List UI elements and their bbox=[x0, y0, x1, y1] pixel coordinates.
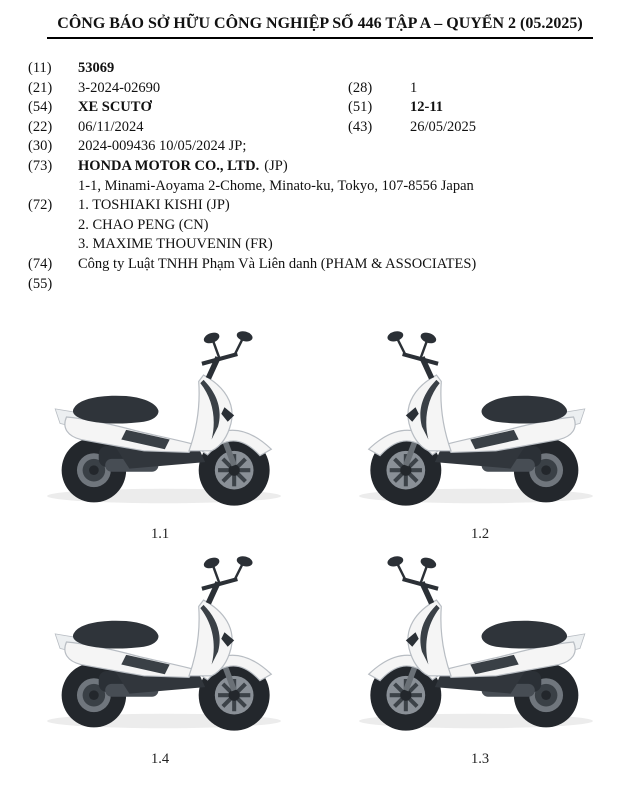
locarno-class: 12-11 bbox=[410, 99, 444, 116]
design-count: 1 bbox=[410, 79, 418, 96]
field-row-dates bbox=[28, 118, 640, 138]
field-row-priority bbox=[28, 137, 640, 157]
owner-name: HONDA MOTOR CO., LTD. bbox=[78, 157, 260, 174]
inid-code-72: (72) bbox=[28, 197, 53, 214]
inid-code-22: (22) bbox=[28, 118, 53, 135]
field-row-application bbox=[28, 79, 640, 99]
publication-date: 26/05/2025 bbox=[410, 118, 477, 135]
field-row-owner-address bbox=[28, 177, 640, 197]
figures-grid bbox=[0, 302, 640, 768]
inid-code-11: (11) bbox=[28, 60, 52, 76]
gazette-header-title: CÔNG BÁO SỞ HỮU CÔNG NGHIỆP SỐ 446 TẬP A – QUYỂN 2 (05.2025) bbox=[47, 13, 592, 39]
figure-label-1-4: 1.4 bbox=[150, 751, 170, 768]
owner-address: 1-1, Minami-Aoyama 2-Chome, Minato-ku, Tokyo, 107-8556 Japan bbox=[78, 177, 474, 194]
inid-code-54: (54) bbox=[28, 99, 53, 116]
field-row-description bbox=[28, 275, 640, 295]
publication-number: 53069 bbox=[78, 60, 115, 76]
inid-code-21: (21) bbox=[28, 79, 53, 96]
inid-code-74: (74) bbox=[28, 255, 53, 272]
inid-code-43: (43) bbox=[348, 118, 373, 135]
figure-1-1 bbox=[0, 302, 320, 543]
inid-code-55: (55) bbox=[28, 275, 53, 292]
field-row-owner bbox=[28, 157, 640, 177]
gazette-header bbox=[0, 0, 640, 39]
scooter-front-left-illustration bbox=[351, 553, 609, 739]
bibliographic-data bbox=[0, 59, 640, 294]
field-row-agent bbox=[28, 255, 640, 275]
figure-1-2 bbox=[320, 302, 640, 543]
figure-label-1-2: 1.2 bbox=[470, 526, 490, 543]
field-row-designer-1 bbox=[28, 196, 640, 216]
priority-data: 2024-009436 10/05/2024 JP; bbox=[78, 138, 247, 155]
application-number: 3-2024-02690 bbox=[78, 79, 161, 96]
figure-1-4 bbox=[0, 543, 320, 768]
scooter-front-right-illustration bbox=[31, 328, 289, 514]
figure-1-3 bbox=[320, 543, 640, 768]
owner-country: (JP) bbox=[264, 157, 288, 174]
field-row-publication-number bbox=[28, 59, 640, 79]
designer-3: 3. MAXIME THOUVENIN (FR) bbox=[78, 236, 273, 253]
inid-code-73: (73) bbox=[28, 157, 53, 174]
inid-code-30: (30) bbox=[28, 138, 53, 155]
figure-label-1-1: 1.1 bbox=[150, 526, 170, 543]
inid-code-51: (51) bbox=[348, 99, 373, 116]
field-row-designer-2 bbox=[28, 216, 640, 236]
figure-label-1-3: 1.3 bbox=[470, 751, 490, 768]
owner-line bbox=[78, 157, 640, 177]
filing-date: 06/11/2024 bbox=[78, 118, 144, 135]
agent-name: Công ty Luật TNHH Phạm Và Liên danh (PHAM & ASSOCIATES) bbox=[78, 255, 477, 272]
designer-1: 1. TOSHIAKI KISHI (JP) bbox=[78, 197, 230, 214]
field-row-title bbox=[28, 98, 640, 118]
designer-2: 2. CHAO PENG (CN) bbox=[78, 216, 209, 233]
design-title: XE SCUTƠ bbox=[78, 99, 152, 116]
scooter-rear-right-illustration bbox=[31, 553, 289, 739]
field-row-designer-3 bbox=[28, 235, 640, 255]
inid-code-28: (28) bbox=[348, 79, 373, 96]
scooter-rear-left-illustration bbox=[351, 328, 609, 514]
